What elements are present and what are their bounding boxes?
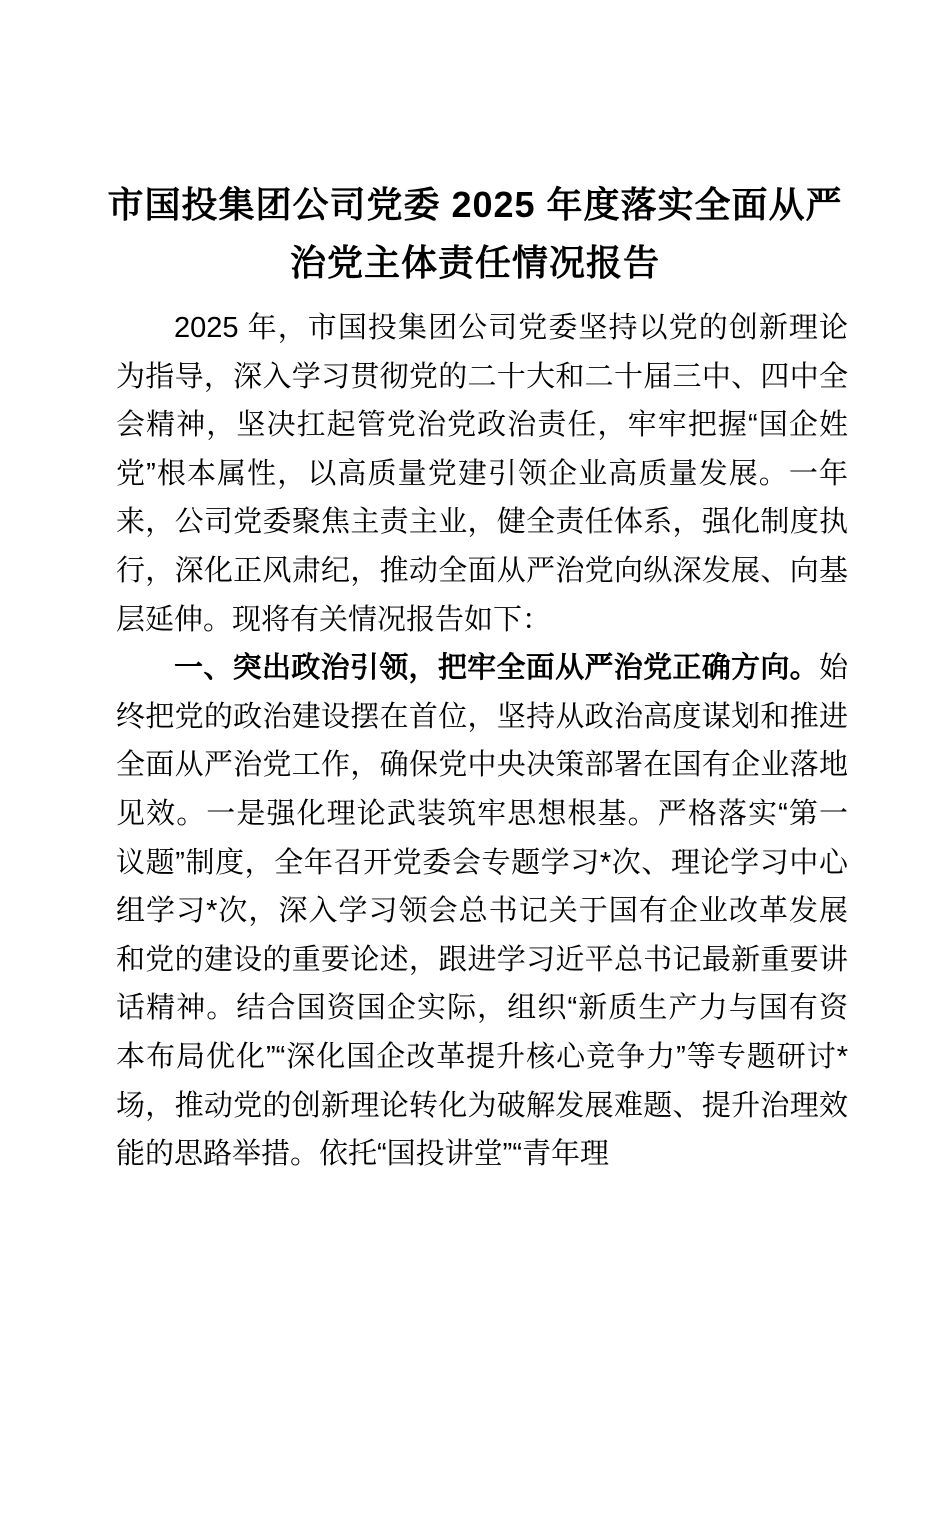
paragraph-section-1 — [116, 644, 848, 1179]
title-line-1: 市国投集团公司党委 2025 年度落实全面从严 — [107, 184, 843, 225]
title-line-2: 治党主体责任情况报告 — [289, 242, 660, 283]
paragraph-intro — [116, 304, 848, 644]
document-page — [0, 176, 950, 1520]
section-1-text: 始终把党的政治建设摆在首位，坚持从政治高度谋划和推进全面从严治党工作，确保党中央决策部署在国有企业落地见效。一是强化理论武装筑牢思想根基。严格落实“第一议题”制度，全年召开党委会专题学习*次、理论学习中心组学习*次，深入学习领会总书记关于国有企业改革发展和党的建设的重要论述，跟进学习近平总书记最新重要讲话精神。结合国资国企实际，组织“新质生产力与国有资本布局优化”“深化国企改革提升核心竞争力”等专题研讨*场，推动党的创新理论转化为破解发展难题、提升治理效能的思路举措。依托“国投讲堂”“青年理 — [116, 652, 848, 1171]
paragraph-intro-text: 2025 年，市国投集团公司党委坚持以党的创新理论为指导，深入学习贯彻党的二十大和二十届三中、四中全会精神，坚决扛起管党治党政治责任，牢牢把握“国企姓党”根本属性，以高质量党建引领企业高质量发展。一年来，公司党委聚焦主责主业，健全责任体系，强化制度执行，深化正风肃纪，推动全面从严治党向纵深发展、向基层延伸。现将有关情况报告如下： — [116, 312, 848, 636]
document-body — [116, 304, 848, 1179]
document-title — [95, 176, 855, 292]
section-1-heading: 一、突出政治引领，把牢全面从严治党正确方向。 — [174, 652, 819, 685]
